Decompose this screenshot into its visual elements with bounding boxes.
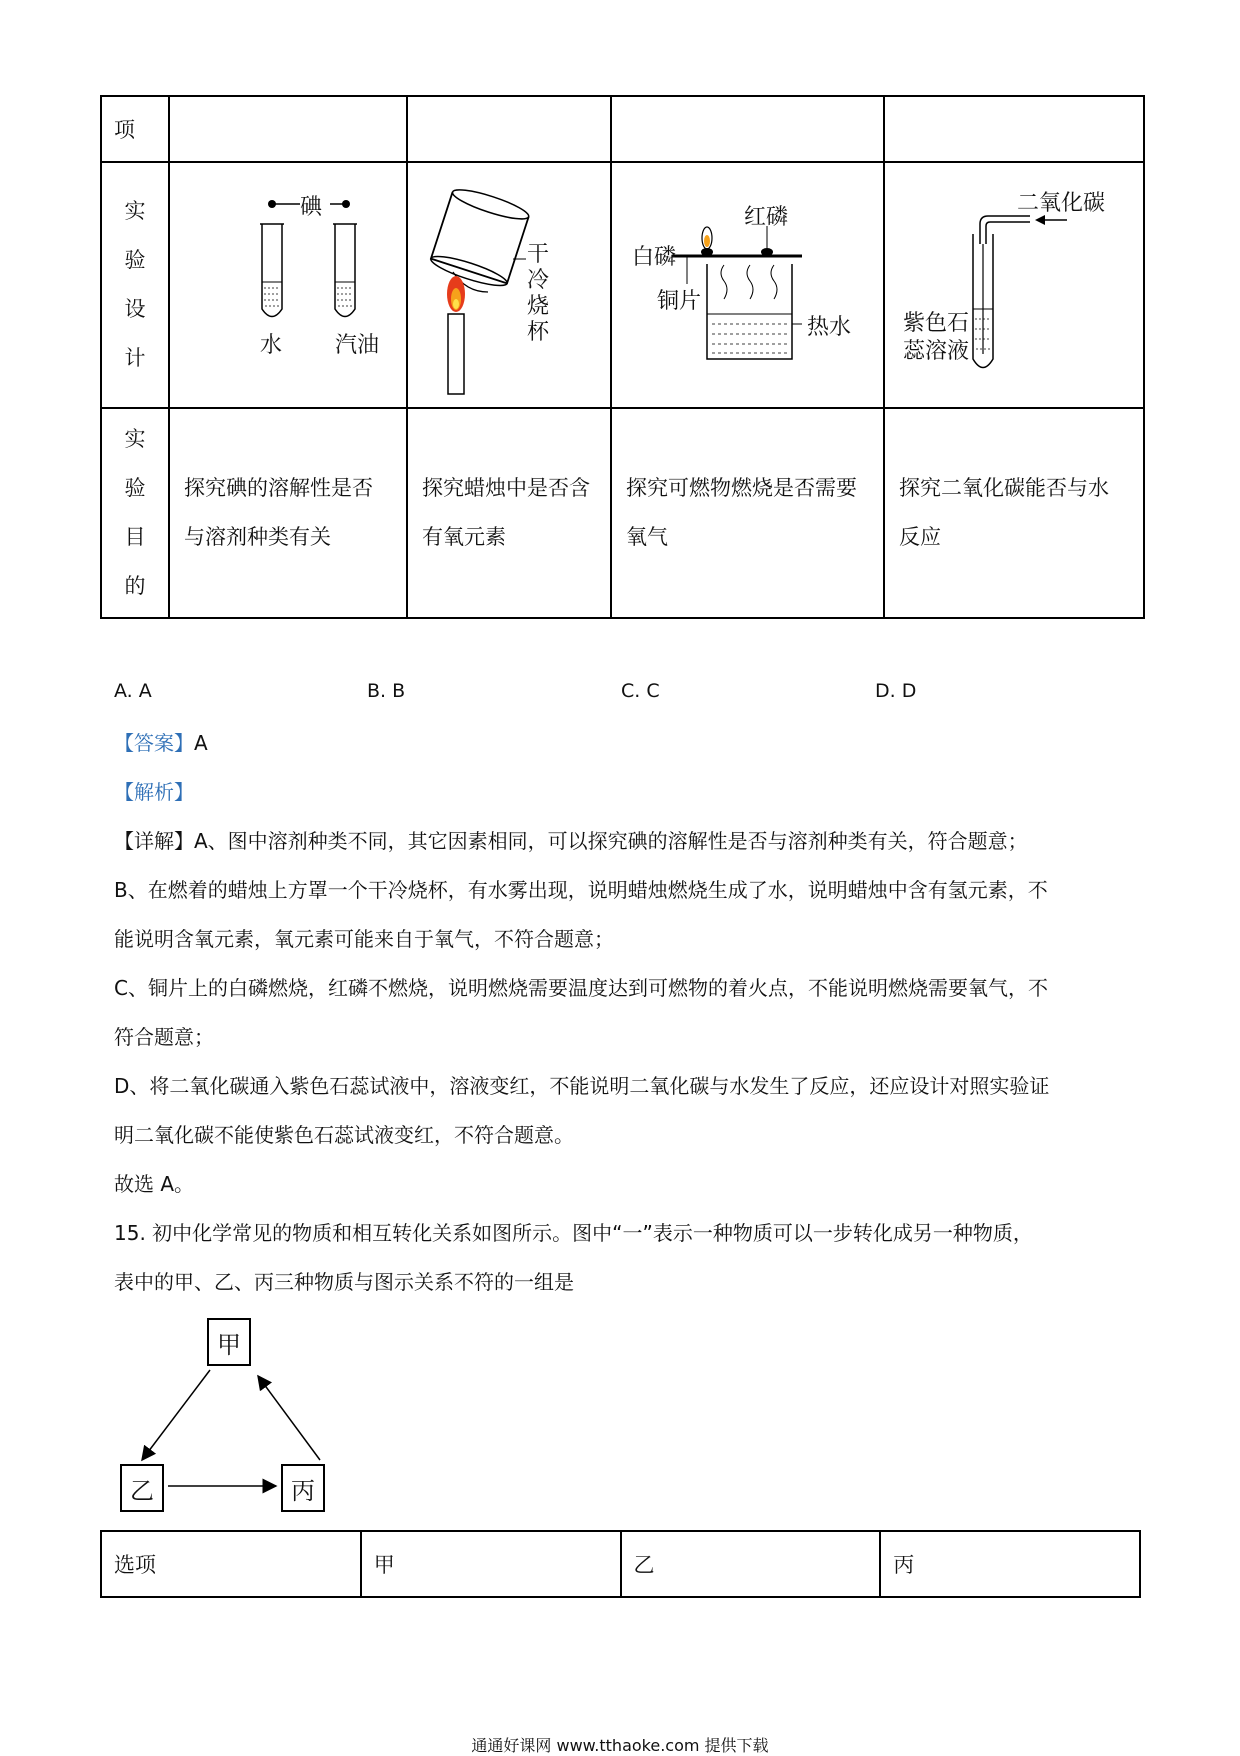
header-label: 项 xyxy=(101,96,169,162)
purpose-row-label: 实 验 目 的 xyxy=(101,408,169,618)
design-row-label: 实 验 设 计 xyxy=(101,162,169,408)
node-bing: 丙 xyxy=(281,1464,325,1512)
detail-line-b2: 能说明含氧元素，氧元素可能来自于氧气，不符合题意； xyxy=(114,927,614,951)
red-phosphorus-label: 红磷 xyxy=(744,205,789,230)
purpose-a: 探究碘的溶解性是否 与溶剂种类有关 xyxy=(169,408,407,618)
litmus-label-line2: 蕊溶液 xyxy=(903,339,970,364)
answer-tag: 【答案】 xyxy=(114,731,194,755)
q15-line1: 15. 初中化学常见的物质和相互转化关系如图所示。图中“一”表示一种物质可以一步转化成另一种物质， xyxy=(114,1221,1033,1245)
selection-header-row xyxy=(101,1531,1140,1597)
detail-line-c2: 符合题意； xyxy=(114,1025,214,1049)
co2-label: 二氧化碳 xyxy=(1017,191,1106,216)
header-yi: 乙 xyxy=(621,1531,881,1597)
gasoline-label: 汽油 xyxy=(335,333,380,358)
hot-water-label: 热水 xyxy=(807,315,852,340)
conclusion-line: 故选 A。 xyxy=(114,1172,195,1196)
litmus-label-line1: 紫色石 xyxy=(903,311,970,336)
detail-line-a: 【详解】A、图中溶剂种类不同，其它因素相同，可以探究碘的溶解性是否与溶剂种类有关，符合题意； xyxy=(114,829,1028,853)
analysis-tag: 【解析】 xyxy=(114,780,194,804)
selection-table xyxy=(100,1530,1141,1598)
purpose-c: 探究可燃物燃烧是否需要 氧气 xyxy=(611,408,884,618)
white-phosphorus-label: 白磷 xyxy=(632,245,677,270)
detail-line-d1: D、将二氧化碳通入紫色石蕊试液中，溶液变红，不能说明二氧化碳与水发生了反应，还应设计对照实验证 xyxy=(114,1074,1050,1098)
header-row xyxy=(101,96,1144,162)
option-c[interactable]: C. C xyxy=(621,680,660,702)
experiment-table xyxy=(100,95,1145,619)
detail-tag: 【详解】 xyxy=(114,829,194,853)
detail-line-c1: C、铜片上的白磷燃烧，红磷不燃烧，说明燃烧需要温度达到可燃物的着火点，不能说明燃烧需要氧气，不 xyxy=(114,976,1048,1000)
candle-beaker-drawing xyxy=(408,164,612,406)
header-option: 选项 xyxy=(101,1531,361,1597)
answer-line xyxy=(114,719,1134,768)
answer-value: A xyxy=(194,731,208,755)
option-b[interactable]: B. B xyxy=(367,680,406,702)
diagram-candle-beaker xyxy=(408,164,610,406)
diagram-phosphorus-combustion xyxy=(612,164,883,406)
header-bing: 丙 xyxy=(880,1531,1140,1597)
option-d[interactable]: D. D xyxy=(875,680,917,702)
copper-sheet-label: 铜片 xyxy=(657,289,702,314)
diagram-co2-litmus xyxy=(885,164,1143,406)
option-a[interactable]: A. A xyxy=(114,680,152,702)
water-label: 水 xyxy=(260,333,283,358)
node-jia: 甲 xyxy=(207,1318,251,1366)
iodine-test-tubes-drawing xyxy=(170,164,408,406)
analysis-line xyxy=(114,768,1134,817)
header-jia: 甲 xyxy=(361,1531,621,1597)
dry-cold-beaker-label: 干 冷 烧 杯 xyxy=(527,242,550,345)
purpose-d: 探究二氧化碳能否与水 反应 xyxy=(884,408,1144,618)
purpose-row xyxy=(101,408,1144,618)
diagram-iodine-solubility xyxy=(170,164,406,406)
page-footer: 通通好课网 www.tthaoke.com 提供下载 xyxy=(471,1736,769,1755)
iodine-label: 碘 xyxy=(300,195,323,220)
design-row xyxy=(101,162,1144,408)
detail-line-d2: 明二氧化碳不能使紫色石蕊试液变红，不符合题意。 xyxy=(114,1123,574,1147)
node-yi: 乙 xyxy=(120,1464,164,1512)
detail-line-b1: B、在燃着的蜡烛上方罩一个干冷烧杯，有水雾出现，说明蜡烛燃烧生成了水，说明蜡烛中含有氢元素，不 xyxy=(114,878,1048,902)
q15-line2: 表中的甲、乙、丙三种物质与图示关系不符的一组是 xyxy=(114,1270,574,1294)
co2-litmus-drawing xyxy=(885,164,1145,406)
purpose-b: 探究蜡烛中是否含 有氧元素 xyxy=(407,408,611,618)
